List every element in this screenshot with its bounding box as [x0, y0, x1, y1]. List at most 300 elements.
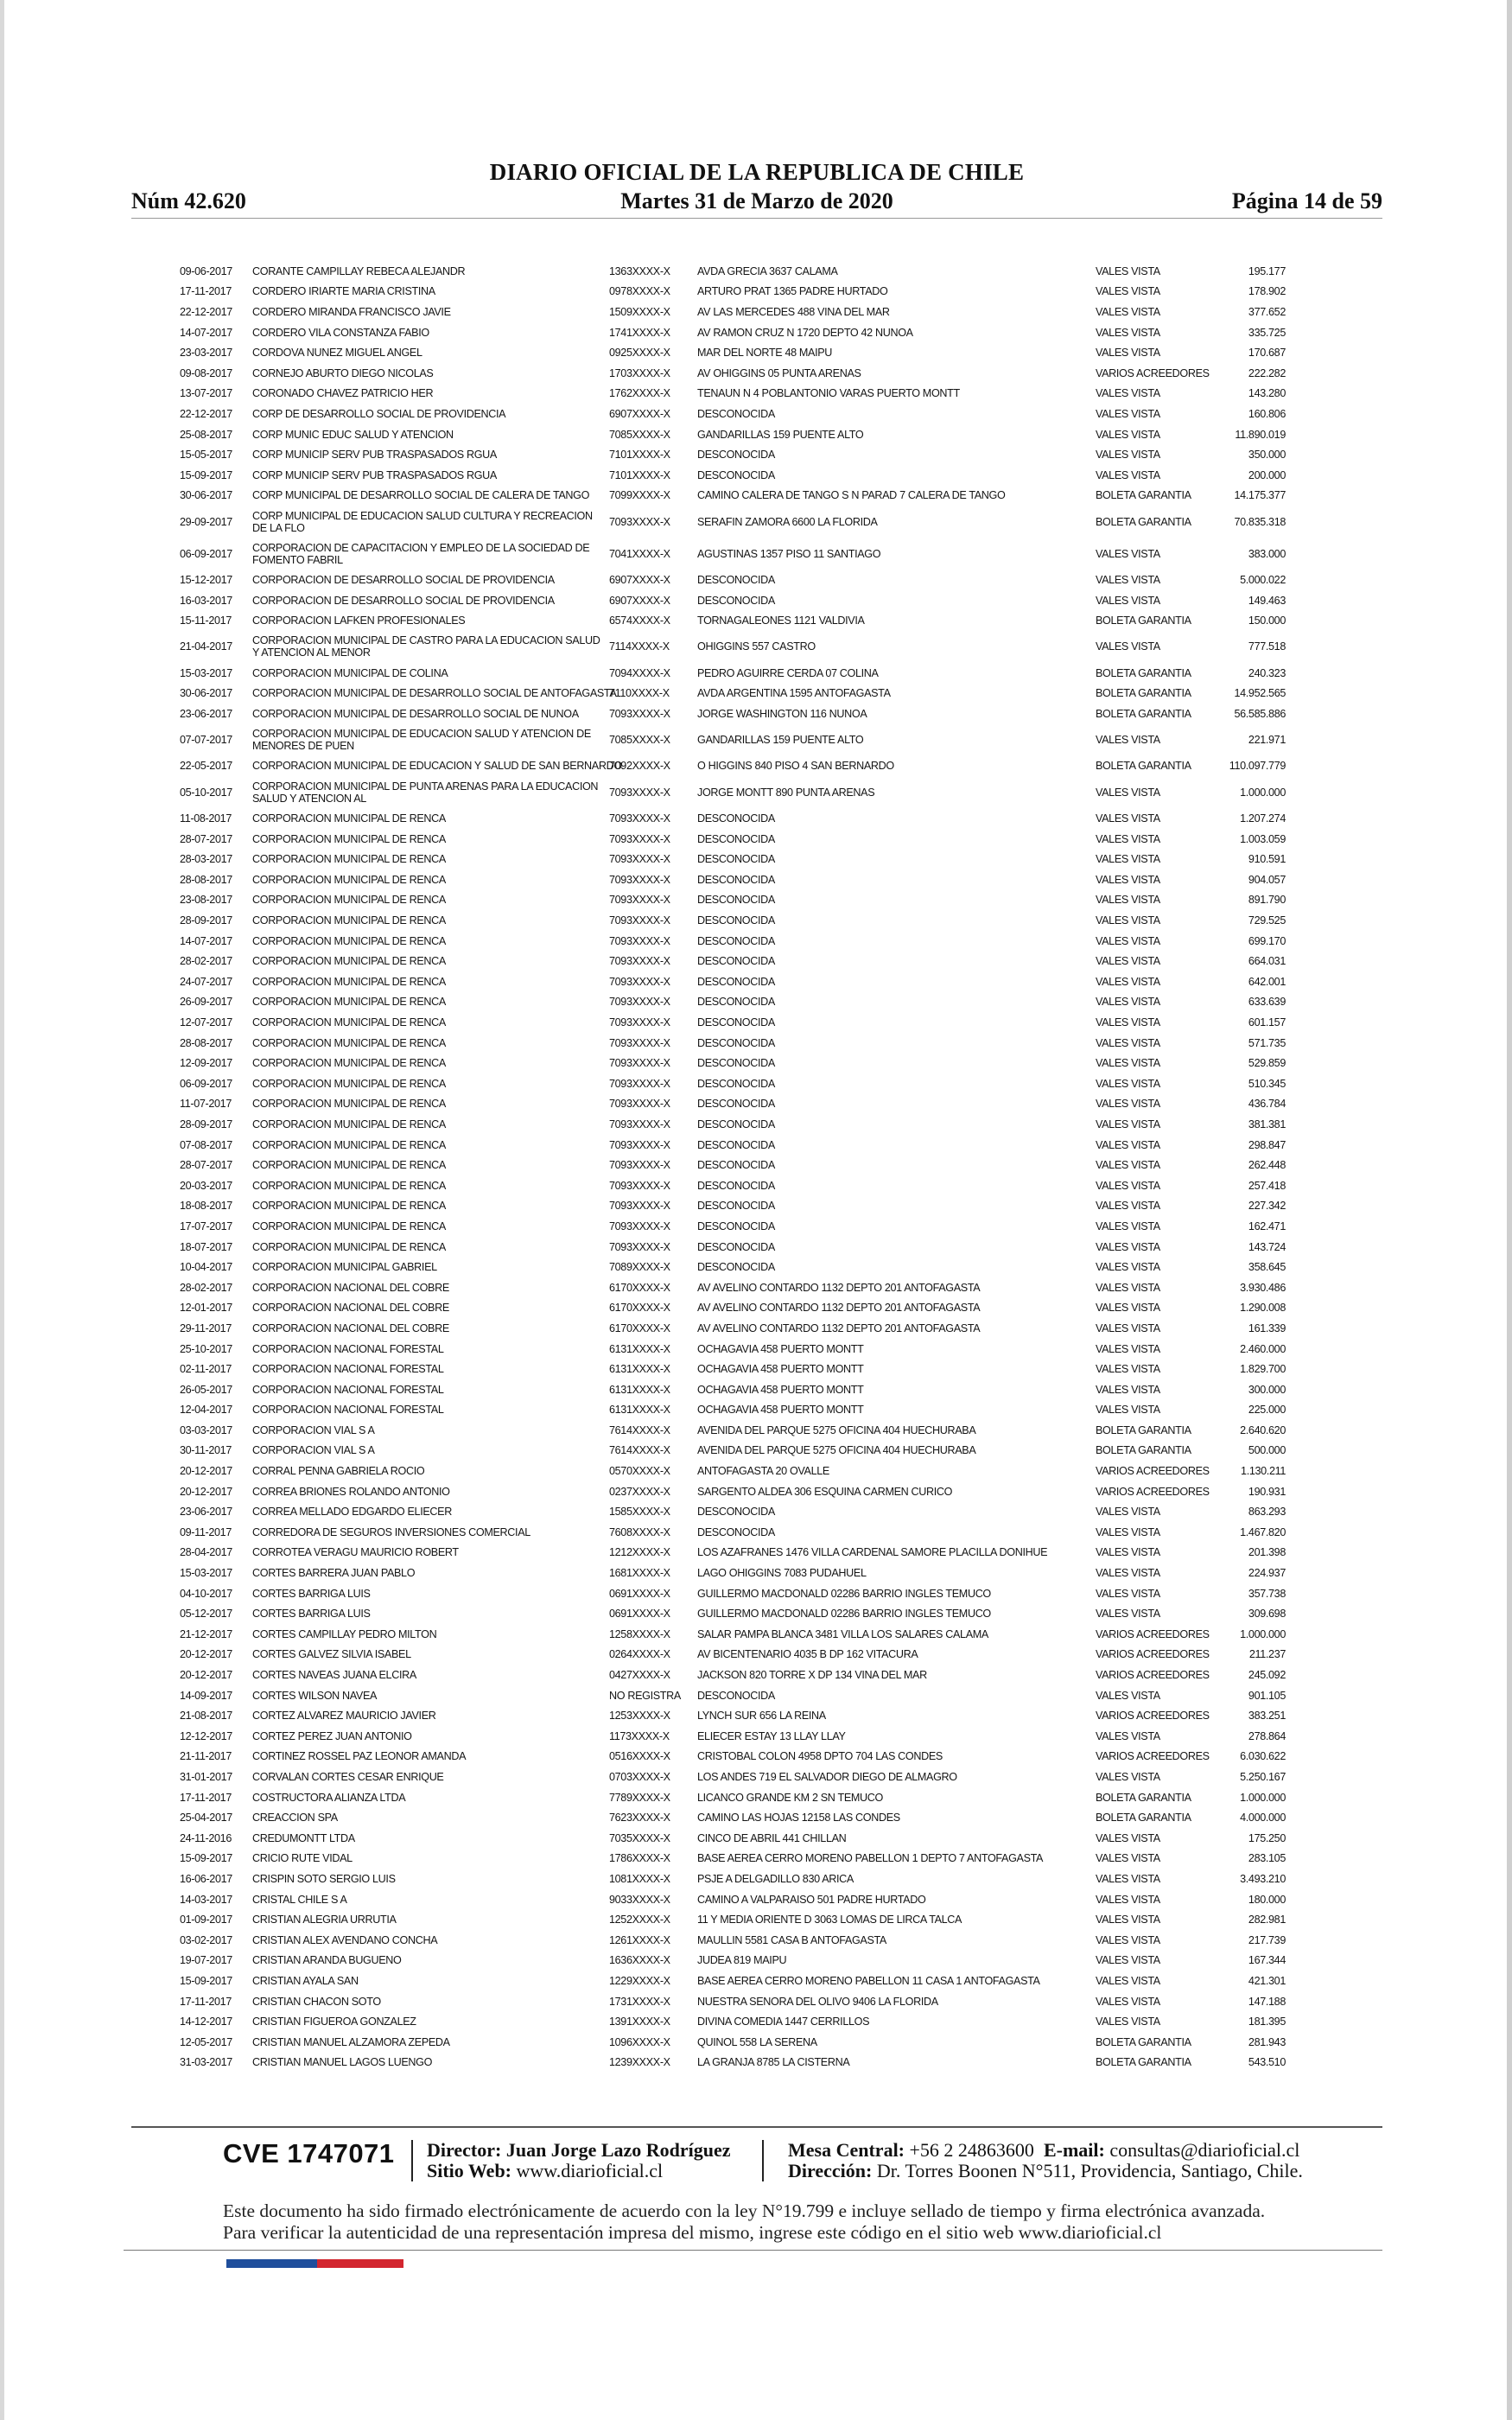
- row-name: CORTINEZ ROSSEL PAZ LEONOR AMANDA: [252, 1750, 467, 1763]
- row-rut: 7093XXXX-X: [609, 812, 670, 825]
- table-row: [180, 1339, 1286, 1360]
- row-name: CRISTIAN ALEX AVENDANO CONCHA: [252, 1933, 438, 1946]
- table-row: [180, 1033, 1286, 1054]
- row-amount: 642.001: [1248, 975, 1286, 988]
- row-rut: 7089XXXX-X: [609, 1261, 670, 1274]
- row-date: 03-02-2017: [180, 1933, 232, 1946]
- row-type: VALES VISTA: [1096, 1974, 1160, 1987]
- row-date: 01-09-2017: [180, 1914, 232, 1926]
- row-date: 16-06-2017: [180, 1872, 232, 1885]
- table-row: [180, 1603, 1286, 1624]
- row-name: CORPORACION MUNICIPAL DE CASTRO PARA LA EDUCACION SALUD Y ATENCION AL MENOR: [252, 634, 600, 659]
- table-row: [180, 1053, 1286, 1073]
- table-row: [180, 384, 1286, 404]
- row-rut: 1258XXXX-X: [609, 1627, 670, 1640]
- row-amount: 1.000.000: [1240, 786, 1286, 799]
- row-type: VALES VISTA: [1096, 1159, 1160, 1172]
- table-row: [180, 684, 1286, 704]
- row-name: CORTES BARRIGA LUIS: [252, 1608, 371, 1621]
- table-row: [180, 444, 1286, 465]
- row-name: CORDERO MIRANDA FRANCISCO JAVIE: [252, 305, 451, 318]
- row-name: CORP MUNICIP SERV PUB TRASPASADOS RGUA: [252, 468, 497, 481]
- row-name: CORPORACION MUNICIPAL DE PUNTA ARENAS PARA LA EDUCACION SALUD Y ATENCION AL: [252, 780, 599, 805]
- table-row: [180, 951, 1286, 971]
- row-type: BOLETA GARANTIA: [1096, 1423, 1191, 1436]
- table-row: [180, 869, 1286, 890]
- row-name: CORPORACION DE DESARROLLO SOCIAL DE PROVIDENCIA: [252, 573, 555, 586]
- row-name: CORPORACION MUNICIPAL DE RENCA: [252, 955, 446, 968]
- table-row: [180, 538, 1286, 570]
- row-address: LAGO OHIGGINS 7083 PUDAHUEL: [697, 1567, 867, 1580]
- row-type: VALES VISTA: [1096, 640, 1160, 653]
- row-type: VALES VISTA: [1096, 2016, 1160, 2028]
- row-name: CORPORACION MUNICIPAL DE RENCA: [252, 832, 446, 845]
- row-date: 11-08-2017: [180, 812, 232, 825]
- row-rut: 7093XXXX-X: [609, 955, 670, 968]
- row-date: 21-08-2017: [180, 1710, 232, 1723]
- row-date: 15-12-2017: [180, 573, 232, 586]
- page-header: [131, 156, 1382, 216]
- row-amount: 777.518: [1248, 640, 1286, 653]
- row-name: CORPORACION NACIONAL FORESTAL: [252, 1342, 444, 1355]
- table-row: [180, 404, 1286, 424]
- row-amount: 298.847: [1248, 1138, 1286, 1151]
- row-amount: 161.339: [1248, 1321, 1286, 1334]
- row-address: DESCONOCIDA: [697, 812, 775, 825]
- row-amount: 1.130.211: [1241, 1465, 1286, 1478]
- row-date: 24-11-2016: [180, 1831, 232, 1844]
- table-row: [180, 1807, 1286, 1828]
- row-type: VARIOS ACREEDORES: [1096, 1627, 1210, 1640]
- mesa-phone: +56 2 24863600: [909, 2139, 1034, 2161]
- row-name: CORREA MELLADO EDGARDO ELIECER: [252, 1506, 452, 1519]
- row-type: VALES VISTA: [1096, 786, 1160, 799]
- row-address: 11 Y MEDIA ORIENTE D 3063 LOMAS DE LIRCA TALCA: [697, 1914, 962, 1926]
- table-row: [180, 1909, 1286, 1930]
- row-rut: 7614XXXX-X: [609, 1423, 670, 1436]
- row-amount: 225.000: [1248, 1404, 1286, 1417]
- table-row: [180, 465, 1286, 486]
- row-rut: 7093XXXX-X: [609, 894, 670, 907]
- row-type: VALES VISTA: [1096, 449, 1160, 462]
- table-row: [180, 1216, 1286, 1237]
- footer-separator: [411, 2140, 413, 2181]
- row-address: DESCONOCIDA: [697, 1689, 775, 1702]
- row-address: SARGENTO ALDEA 306 ESQUINA CARMEN CURICO: [697, 1485, 953, 1498]
- row-date: 22-12-2017: [180, 407, 232, 420]
- row-type: VALES VISTA: [1096, 1872, 1160, 1885]
- row-address: DESCONOCIDA: [697, 468, 775, 481]
- row-name: CORPORACION MUNICIPAL DE RENCA: [252, 975, 446, 988]
- row-name: CORPORACION VIAL S A: [252, 1423, 375, 1436]
- table-row: [180, 2053, 1286, 2073]
- row-type: VALES VISTA: [1096, 428, 1160, 441]
- row-name: CORTES BARRERA JUAN PABLO: [252, 1567, 416, 1580]
- row-type: VALES VISTA: [1096, 1138, 1160, 1151]
- row-type: VALES VISTA: [1096, 975, 1160, 988]
- row-date: 20-12-2017: [180, 1648, 232, 1661]
- row-date: 23-03-2017: [180, 347, 232, 360]
- row-date: 17-11-2017: [180, 1791, 232, 1804]
- row-type: VALES VISTA: [1096, 996, 1160, 1009]
- row-type: VALES VISTA: [1096, 1261, 1160, 1274]
- row-date: 28-07-2017: [180, 1159, 232, 1172]
- row-amount: 571.735: [1248, 1036, 1286, 1049]
- row-date: 25-08-2017: [180, 428, 232, 441]
- row-rut: 7085XXXX-X: [609, 734, 670, 747]
- row-type: VALES VISTA: [1096, 573, 1160, 586]
- row-amount: 664.031: [1248, 955, 1286, 968]
- row-rut: 7093XXXX-X: [609, 786, 670, 799]
- row-rut: 0516XXXX-X: [609, 1750, 670, 1763]
- row-date: 29-11-2017: [180, 1321, 232, 1334]
- row-type: BOLETA GARANTIA: [1096, 1444, 1191, 1457]
- mesa-label: Mesa Central:: [788, 2139, 905, 2161]
- row-name: CORP MUNICIP SERV PUB TRASPASADOS RGUA: [252, 449, 497, 462]
- row-date: 28-08-2017: [180, 873, 232, 886]
- row-type: VALES VISTA: [1096, 1404, 1160, 1417]
- row-date: 28-02-2017: [180, 1281, 232, 1294]
- row-rut: 7093XXXX-X: [609, 1240, 670, 1253]
- table-row: [180, 610, 1286, 631]
- row-name: CORP MUNICIPAL DE DESARROLLO SOCIAL DE CALERA DE TANGO: [252, 489, 590, 502]
- row-address: AVENIDA DEL PARQUE 5275 OFICINA 404 HUECHURABA: [697, 1423, 976, 1436]
- table-row: [180, 1889, 1286, 1910]
- row-address: BASE AEREA CERRO MORENO PABELLON 1 DEPTO 7 ANTOFAGASTA: [697, 1852, 1044, 1865]
- row-date: 15-05-2017: [180, 449, 232, 462]
- table-row: [180, 1237, 1286, 1258]
- row-date: 26-05-2017: [180, 1383, 232, 1396]
- row-name: CORTES GALVEZ SILVIA ISABEL: [252, 1648, 411, 1661]
- row-address: GANDARILLAS 159 PUENTE ALTO: [697, 734, 864, 747]
- row-date: 11-07-2017: [180, 1098, 232, 1111]
- page-number: Página 14 de 59: [1231, 188, 1382, 213]
- page-edge: [0, 0, 4, 2420]
- row-name: CORPORACION MUNICIPAL DE RENCA: [252, 1057, 446, 1070]
- row-type: VALES VISTA: [1096, 914, 1160, 927]
- row-name: CORREDORA DE SEGUROS INVERSIONES COMERCIAL: [252, 1525, 530, 1538]
- row-amount: 729.525: [1248, 914, 1286, 927]
- row-rut: 1253XXXX-X: [609, 1710, 670, 1723]
- row-type: VALES VISTA: [1096, 853, 1160, 866]
- row-type: VARIOS ACREEDORES: [1096, 1710, 1210, 1723]
- row-amount: 222.282: [1248, 366, 1286, 379]
- table-row: [180, 829, 1286, 850]
- row-name: CORPORACION MUNICIPAL DE RENCA: [252, 1179, 446, 1192]
- table-row: [180, 1400, 1286, 1421]
- row-rut: 7093XXXX-X: [609, 934, 670, 947]
- row-type: VALES VISTA: [1096, 1036, 1160, 1049]
- row-rut: 7085XXXX-X: [609, 428, 670, 441]
- footer-contact-block: [788, 2140, 1303, 2181]
- row-address: BASE AEREA CERRO MORENO PABELLON 11 CASA 1 ANTOFAGASTA: [697, 1974, 1040, 1987]
- row-name: CORRAL PENNA GABRIELA ROCIO: [252, 1465, 425, 1478]
- row-date: 15-09-2017: [180, 1974, 232, 1987]
- row-name: CORPORACION VIAL S A: [252, 1444, 375, 1457]
- row-name: CORANTE CAMPILLAY REBECA ALEJANDR: [252, 264, 466, 277]
- table-row: [180, 1379, 1286, 1400]
- row-rut: 0925XXXX-X: [609, 347, 670, 360]
- row-address: LA GRANJA 8785 LA CISTERNA: [697, 2056, 850, 2069]
- row-rut: 6131XXXX-X: [609, 1404, 670, 1417]
- row-date: 23-08-2017: [180, 894, 232, 907]
- row-amount: 377.652: [1248, 305, 1286, 318]
- row-name: CRISPIN SOTO SERGIO LUIS: [252, 1872, 396, 1885]
- row-rut: 1081XXXX-X: [609, 1872, 670, 1885]
- row-name: CORPORACION NACIONAL FORESTAL: [252, 1404, 444, 1417]
- row-date: 20-12-2017: [180, 1485, 232, 1498]
- row-address: AV AVELINO CONTARDO 1132 DEPTO 201 ANTOFAGASTA: [697, 1281, 981, 1294]
- row-type: VALES VISTA: [1096, 326, 1160, 339]
- row-type: VARIOS ACREEDORES: [1096, 1648, 1210, 1661]
- row-date: 31-03-2017: [180, 2056, 232, 2069]
- row-rut: 7623XXXX-X: [609, 1812, 670, 1825]
- row-address: DESCONOCIDA: [697, 449, 775, 462]
- row-type: BOLETA GARANTIA: [1096, 2035, 1191, 2048]
- row-address: DESCONOCIDA: [697, 934, 775, 947]
- row-date: 21-12-2017: [180, 1627, 232, 1640]
- row-rut: 1741XXXX-X: [609, 326, 670, 339]
- table-row: [180, 1726, 1286, 1747]
- row-name: COSTRUCTORA ALIANZA LTDA: [252, 1791, 406, 1804]
- row-amount: 1.003.059: [1240, 832, 1286, 845]
- row-amount: 56.585.886: [1234, 707, 1286, 720]
- table-row: [180, 1951, 1286, 1971]
- row-type: BOLETA GARANTIA: [1096, 1791, 1191, 1804]
- row-rut: 0703XXXX-X: [609, 1770, 670, 1783]
- row-rut: 1173XXXX-X: [609, 1729, 670, 1742]
- row-rut: 7093XXXX-X: [609, 996, 670, 1009]
- footer-director-block: [427, 2140, 731, 2181]
- table-row: [180, 631, 1286, 663]
- row-address: CAMINO LAS HOJAS 12158 LAS CONDES: [697, 1812, 900, 1825]
- table-row: [180, 1971, 1286, 1991]
- row-amount: 543.510: [1248, 2056, 1286, 2069]
- row-amount: 281.943: [1248, 2035, 1286, 2048]
- row-date: 21-11-2017: [180, 1750, 232, 1763]
- row-rut: 7093XXXX-X: [609, 832, 670, 845]
- row-amount: 181.395: [1248, 2016, 1286, 2028]
- row-address: DESCONOCIDA: [697, 1138, 775, 1151]
- row-rut: 7614XXXX-X: [609, 1444, 670, 1457]
- row-amount: 211.237: [1248, 1648, 1286, 1661]
- issue-number: Núm 42.620: [131, 188, 246, 213]
- site-label: Sitio Web:: [427, 2160, 512, 2181]
- row-type: VALES VISTA: [1096, 1240, 1160, 1253]
- table-row: [180, 1155, 1286, 1175]
- cve-code: CVE 1747071: [223, 2138, 395, 2168]
- row-amount: 162.471: [1248, 1220, 1286, 1232]
- row-address: AVDA ARGENTINA 1595 ANTOFAGASTA: [697, 687, 891, 700]
- row-amount: 383.251: [1248, 1710, 1286, 1723]
- row-amount: 1.000.000: [1240, 1627, 1286, 1640]
- table-row: [180, 1685, 1286, 1706]
- row-name: CORPORACION MUNICIPAL DE RENCA: [252, 1077, 446, 1090]
- row-rut: 6131XXXX-X: [609, 1383, 670, 1396]
- row-type: VALES VISTA: [1096, 1933, 1160, 1946]
- row-amount: 3.930.486: [1240, 1281, 1286, 1294]
- row-amount: 200.000: [1248, 468, 1286, 481]
- row-amount: 421.301: [1248, 1974, 1286, 1987]
- table-row: [180, 1461, 1286, 1481]
- row-amount: 1.290.008: [1240, 1302, 1286, 1315]
- row-date: 10-04-2017: [180, 1261, 232, 1274]
- row-date: 07-07-2017: [180, 734, 232, 747]
- row-name: CORPORACION MUNICIPAL DE RENCA: [252, 934, 446, 947]
- table-row: [180, 890, 1286, 911]
- row-date: 14-07-2017: [180, 934, 232, 947]
- row-name: CRISTIAN AYALA SAN: [252, 1974, 359, 1987]
- row-address: OCHAGAVIA 458 PUERTO MONTT: [697, 1342, 864, 1355]
- row-type: VALES VISTA: [1096, 832, 1160, 845]
- row-date: 29-09-2017: [180, 515, 232, 528]
- row-name: CORPORACION MUNICIPAL DE RENCA: [252, 1159, 446, 1172]
- row-amount: 863.293: [1248, 1506, 1286, 1519]
- row-rut: 7093XXXX-X: [609, 1118, 670, 1130]
- row-name: CORP MUNIC EDUC SALUD Y ATENCION: [252, 428, 454, 441]
- table-row: [180, 1012, 1286, 1033]
- row-address: CAMINO A VALPARAISO 501 PADRE HURTADO: [697, 1893, 926, 1906]
- row-amount: 221.971: [1248, 734, 1286, 747]
- row-rut: 1509XXXX-X: [609, 305, 670, 318]
- row-rut: 7110XXXX-X: [609, 687, 670, 700]
- row-address: DESCONOCIDA: [697, 832, 775, 845]
- row-rut: 7093XXXX-X: [609, 975, 670, 988]
- row-amount: 143.280: [1248, 387, 1286, 400]
- row-date: 05-10-2017: [180, 786, 232, 799]
- row-date: 16-03-2017: [180, 594, 232, 607]
- table-row: [180, 302, 1286, 322]
- row-address: DESCONOCIDA: [697, 1506, 775, 1519]
- row-amount: 633.639: [1248, 996, 1286, 1009]
- row-address: JORGE MONTT 890 PUNTA ARENAS: [697, 786, 875, 799]
- row-rut: 1239XXXX-X: [609, 2056, 670, 2069]
- row-amount: 381.381: [1248, 1118, 1286, 1130]
- table-row: [180, 424, 1286, 445]
- email-link[interactable]: consultas@diarioficial.cl: [1109, 2139, 1300, 2161]
- row-date: 22-05-2017: [180, 760, 232, 773]
- row-date: 15-09-2017: [180, 1852, 232, 1865]
- row-date: 21-04-2017: [180, 640, 232, 653]
- table-row: [180, 1767, 1286, 1787]
- header-divider: [131, 218, 1382, 219]
- row-amount: 350.000: [1248, 449, 1286, 462]
- row-address: MAR DEL NORTE 48 MAIPU: [697, 347, 833, 360]
- row-amount: 170.687: [1248, 347, 1286, 360]
- row-type: VALES VISTA: [1096, 1383, 1160, 1396]
- row-amount: 262.448: [1248, 1159, 1286, 1172]
- footer-divider: [131, 2126, 1382, 2128]
- row-amount: 357.738: [1248, 1587, 1286, 1600]
- row-address: DESCONOCIDA: [697, 996, 775, 1009]
- row-amount: 1.467.820: [1240, 1525, 1286, 1538]
- row-date: 09-11-2017: [180, 1525, 232, 1538]
- row-address: OHIGGINS 557 CASTRO: [697, 640, 816, 653]
- row-date: 05-12-2017: [180, 1608, 232, 1621]
- row-rut: 7094XXXX-X: [609, 666, 670, 679]
- row-amount: 383.000: [1248, 547, 1286, 560]
- table-row: [180, 282, 1286, 302]
- row-name: CRISTIAN FIGUEROA GONZALEZ: [252, 2016, 416, 2028]
- row-type: VALES VISTA: [1096, 1220, 1160, 1232]
- row-address: CAMINO CALERA DE TANGO S N PARAD 7 CALERA DE TANGO: [697, 489, 1006, 502]
- row-date: 12-05-2017: [180, 2035, 232, 2048]
- row-name: CORPORACION DE CAPACITACION Y EMPLEO DE LA SOCIEDAD DE FOMENTO FABRIL: [252, 541, 590, 566]
- row-date: 18-08-2017: [180, 1200, 232, 1213]
- row-amount: 3.493.210: [1240, 1872, 1286, 1885]
- row-type: BOLETA GARANTIA: [1096, 687, 1191, 700]
- row-type: VARIOS ACREEDORES: [1096, 366, 1210, 379]
- table-row: [180, 1869, 1286, 1889]
- row-amount: 14.952.565: [1234, 687, 1286, 700]
- table-row: [180, 1094, 1286, 1115]
- row-name: CORDOVA NUNEZ MIGUEL ANGEL: [252, 347, 422, 360]
- row-date: 15-03-2017: [180, 666, 232, 679]
- row-date: 28-07-2017: [180, 832, 232, 845]
- row-rut: 6131XXXX-X: [609, 1342, 670, 1355]
- row-date: 30-11-2017: [180, 1444, 232, 1457]
- row-date: 28-03-2017: [180, 853, 232, 866]
- table-row: [180, 756, 1286, 777]
- row-rut: 7035XXXX-X: [609, 1831, 670, 1844]
- site-link[interactable]: www.diarioficial.cl: [516, 2160, 664, 2181]
- row-address: DIVINA COMEDIA 1447 CERRILLOS: [697, 2016, 870, 2028]
- row-name: CORP MUNICIPAL DE EDUCACION SALUD CULTURA Y RECREACION DE LA FLO: [252, 509, 593, 534]
- row-type: VALES VISTA: [1096, 547, 1160, 560]
- row-address: SERAFIN ZAMORA 6600 LA FLORIDA: [697, 515, 878, 528]
- row-type: VALES VISTA: [1096, 1016, 1160, 1029]
- row-address: DESCONOCIDA: [697, 873, 775, 886]
- row-address: ELIECER ESTAY 13 LLAY LLAY: [697, 1729, 846, 1742]
- row-name: CORVALAN CORTES CESAR ENRIQUE: [252, 1770, 444, 1783]
- row-name: CORPORACION NACIONAL DEL COBRE: [252, 1281, 449, 1294]
- row-address: AVDA GRECIA 3637 CALAMA: [697, 264, 838, 277]
- row-address: CINCO DE ABRIL 441 CHILLAN: [697, 1831, 847, 1844]
- row-date: 07-08-2017: [180, 1138, 232, 1151]
- table-row: [180, 590, 1286, 611]
- row-name: CORDERO VILA CONSTANZA FABIO: [252, 326, 429, 339]
- row-amount: 147.188: [1248, 1995, 1286, 2008]
- row-address: LOS ANDES 719 EL SALVADOR DIEGO DE ALMAGRO: [697, 1770, 957, 1783]
- row-name: CRISTIAN ALEGRIA URRUTIA: [252, 1914, 397, 1926]
- row-address: AVENIDA DEL PARQUE 5275 OFICINA 404 HUECHURABA: [697, 1444, 976, 1457]
- row-amount: 5.250.167: [1240, 1770, 1286, 1783]
- row-rut: 1391XXXX-X: [609, 2016, 670, 2028]
- row-amount: 529.859: [1248, 1057, 1286, 1070]
- table-row: [180, 808, 1286, 829]
- row-address: DESCONOCIDA: [697, 1016, 775, 1029]
- row-rut: 0264XXXX-X: [609, 1648, 670, 1661]
- row-address: DESCONOCIDA: [697, 407, 775, 420]
- row-name: CORPORACION MUNICIPAL DE RENCA: [252, 1098, 446, 1111]
- table-row: [180, 1828, 1286, 1849]
- row-rut: 1585XXXX-X: [609, 1506, 670, 1519]
- row-address: DESCONOCIDA: [697, 975, 775, 988]
- row-rut: 0237XXXX-X: [609, 1485, 670, 1498]
- row-address: PEDRO AGUIRRE CERDA 07 COLINA: [697, 666, 879, 679]
- row-rut: 7093XXXX-X: [609, 1098, 670, 1111]
- row-date: 25-04-2017: [180, 1812, 232, 1825]
- row-address: OCHAGAVIA 458 PUERTO MONTT: [697, 1363, 864, 1376]
- row-name: CORPORACION MUNICIPAL DE RENCA: [252, 853, 446, 866]
- row-type: VARIOS ACREEDORES: [1096, 1485, 1210, 1498]
- row-name: CORPORACION NACIONAL FORESTAL: [252, 1383, 444, 1396]
- row-type: VALES VISTA: [1096, 1077, 1160, 1090]
- row-type: VALES VISTA: [1096, 1689, 1160, 1702]
- row-date: 14-07-2017: [180, 326, 232, 339]
- row-address: LYNCH SUR 656 LA REINA: [697, 1710, 826, 1723]
- row-name: CORTEZ PEREZ JUAN ANTONIO: [252, 1729, 412, 1742]
